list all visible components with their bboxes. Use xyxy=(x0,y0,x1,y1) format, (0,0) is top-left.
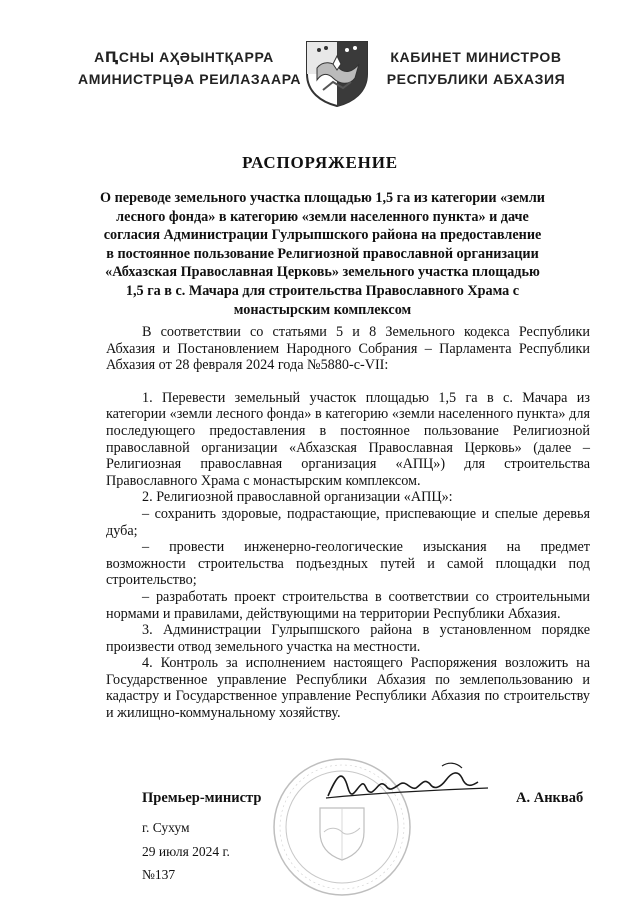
header-left xyxy=(78,46,302,90)
preamble: В соответствии со статьями 5 и 8 Земельного кодекса Республики Абхазия и Постановлением Народного Собрания – Парламента Республики Абхазия от 28 февраля 2024 года №5880-с-VII: xyxy=(106,324,590,374)
item-2: 2. Религиозной православной организации «АПЦ»: xyxy=(142,489,453,506)
header-right-line2: РЕСПУБЛИКИ АБХАЗИЯ xyxy=(386,71,566,87)
header-left-line2: АМИНИСТРЦӘА РЕИЛАЗААРА xyxy=(78,71,302,87)
document-city: г. Сухум xyxy=(142,820,190,835)
document-subject: О переводе земельного участка площадью 1,5 га из категории «земли лесного фонда» в категорию «земли населенного пункта» и даче согласия Администрации Гулрыпшского района на предоставление в постоянное пользование Религиозной православной организации «Абхазская Православная Церковь» земельного участка площадью 1,5 га в с. Мачара для строительства Православного Храма с монастырским комплексом xyxy=(100,190,545,318)
item-4: 4. Контроль за исполнением настоящего Распоряжения возложить на Государственное управление Республики Абхазия по землепользованию и кадастру и Государственное управление Республики Абхазия по строительству и жилищно-коммунальному хозяйству. xyxy=(106,655,590,722)
document-title: РАСПОРЯЖЕНИЕ xyxy=(242,153,398,172)
item-2-sub-3: – разработать проект строительства в соответствии со строительными нормами и правилами, действующими на территории Республики Абхазия. xyxy=(106,588,590,622)
handwritten-signature-icon xyxy=(322,758,492,808)
item-2-sub-1: – сохранить здоровые, подрастающие, приспевающие и спелые деревья дуба; xyxy=(106,505,590,539)
signatory-name: А. Анкваб xyxy=(516,790,584,806)
document-number: №137 xyxy=(142,867,176,882)
item-3: 3. Администрации Гулрыпшского района в установленном порядке произвести отвод земельного участка на местности. xyxy=(106,622,590,655)
document-date: 29 июля 2024 г. xyxy=(142,844,230,859)
signatory-position: Премьер-министр xyxy=(142,790,262,806)
document-body xyxy=(106,324,590,722)
item-2-sub-2: – провести инженерно-геологические изыскания на предмет возможности строительства подъездных путей и самой площадки под строительство; xyxy=(106,539,590,589)
header-left-line1: АԤСНЫ АҲӘЫНТҚАРРА xyxy=(94,49,274,65)
coat-of-arms-icon xyxy=(303,38,371,108)
header-right xyxy=(378,46,574,90)
header-right-line1: КАБИНЕТ МИНИСТРОВ xyxy=(390,49,562,65)
item-1: 1. Перевести земельный участок площадью 1,5 га в с. Мачара из категории «земли лесного фонда» в категорию «земли населенного пункта» для последующего предоставления в постоянное пользование Религиозной православной организации «Абхазская Православная Церковь» (далее – Религиозная православная организация «АПЦ») для строительства Православного Храма с монастырским комплексом. xyxy=(106,389,590,489)
